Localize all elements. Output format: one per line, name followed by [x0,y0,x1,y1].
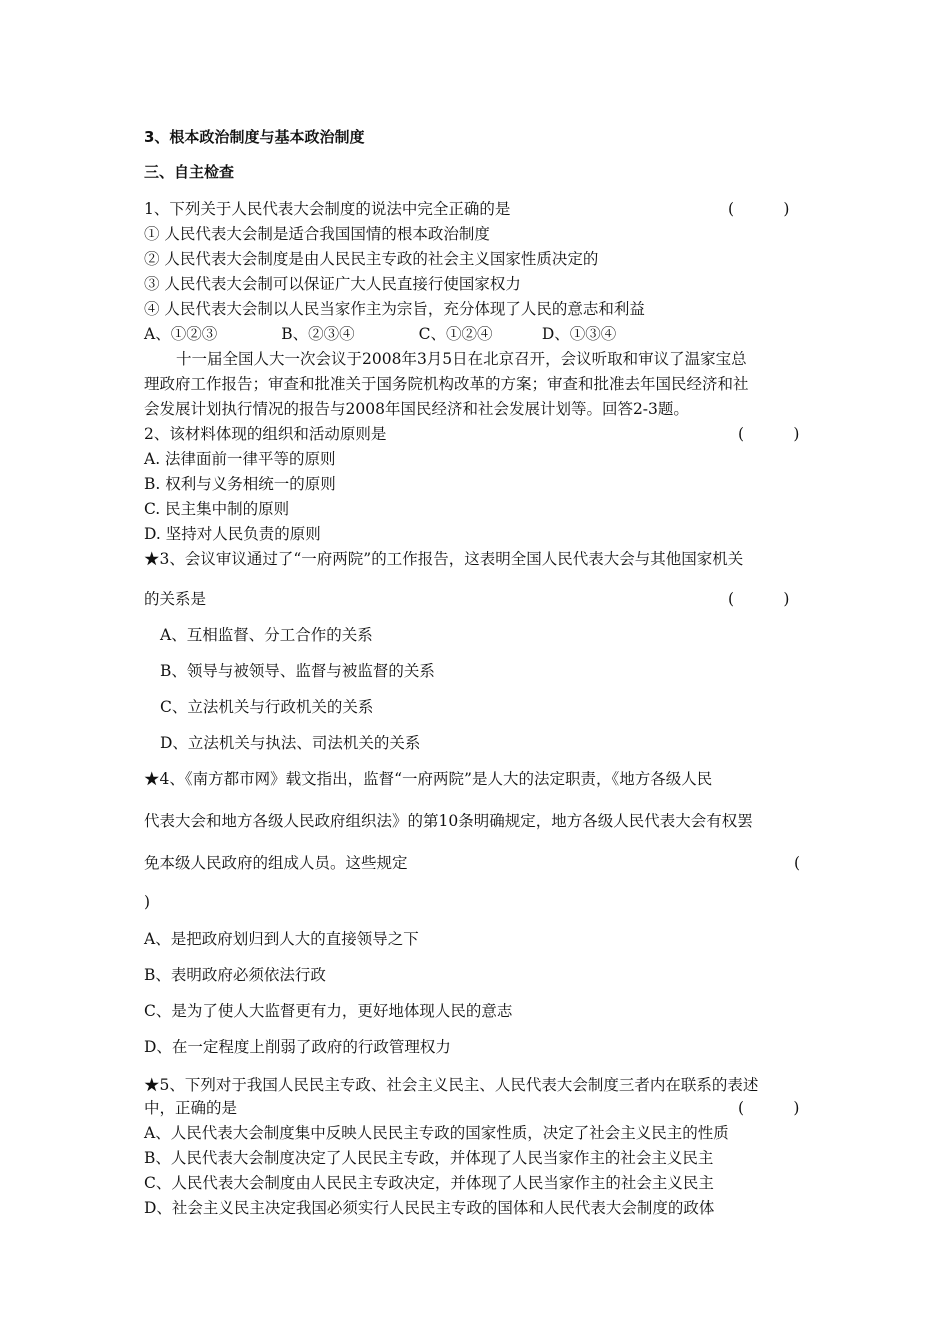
q5-stem-line-2: 中，正确的是 [144,1099,238,1117]
section-heading-3: 3、根本政治制度与基本政治制度 [144,128,365,146]
q2-option-c: C. 民主集中制的原则 [144,500,290,518]
q3-stem-line-2: 的关系是 [144,590,207,608]
q3-answer-paren: ( ) [728,590,790,608]
q4-stem-line-2: 代表大会和地方各级人民政府组织法》的第10条明确规定，地方各级人民代表大会有权罢 [144,812,753,830]
q5-option-d: D、社会主义民主决定我国必须实行人民民主专政的国体和人民代表大会制度的政体 [144,1199,715,1217]
q4-stem-line-3: 免本级人民政府的组成人员。这些规定 [144,854,408,872]
q5-stem-line-1: ★5、下列对于我国人民民主专政、社会主义民主、人民代表大会制度三者内在联系的表述 [144,1076,759,1094]
q3-option-a: A、互相监督、分工合作的关系 [160,626,373,644]
q1-item-1: ① 人民代表大会制是适合我国国情的根本政治制度 [144,225,490,243]
q4-option-a: A、是把政府划归到人大的直接领导之下 [144,930,419,948]
q4-answer-paren-open: ( [794,854,801,872]
q1-item-4: ④ 人民代表大会制以人民当家作主为宗旨，充分体现了人民的意志和利益 [144,300,645,318]
material-line-3: 会发展计划执行情况的报告与2008年国民经济和社会发展计划等。回答2-3题。 [144,400,689,418]
q4-stem-line-1: ★4、《南方都市网》载文指出，监督“一府两院”是人大的法定职责，《地方各级人民 [144,770,713,788]
q3-option-d: D、立法机关与执法、司法机关的关系 [160,734,421,752]
q3-stem-line-1: ★3、会议审议通过了“一府两院”的工作报告，这表明全国人民代表大会与其他国家机关 [144,550,744,568]
q3-option-c: C、立法机关与行政机关的关系 [160,698,374,716]
q5-option-c: C、人民代表大会制度由人民民主专政决定，并体现了人民当家作主的社会主义民主 [144,1174,714,1192]
section-heading-self-check: 三、自主检查 [144,163,235,181]
q1-options: A、①②③ B、②③④ C、①②④ D、①③④ [144,325,617,343]
q2-option-a: A. 法律面前一律平等的原则 [144,450,336,468]
q2-option-b: B. 权利与义务相统一的原则 [144,475,336,493]
q5-answer-paren: ( ) [738,1099,800,1117]
q5-option-b: B、人民代表大会制度决定了人民民主专政，并体现了人民当家作主的社会主义民主 [144,1149,714,1167]
q5-option-a: A、人民代表大会制度集中反映人民民主专政的国家性质，决定了社会主义民主的性质 [144,1124,729,1142]
q1-item-2: ② 人民代表大会制度是由人民民主专政的社会主义国家性质决定的 [144,250,599,268]
q4-option-b: B、表明政府必须依法行政 [144,966,326,984]
material-line-1: 十一届全国人大一次会议于2008年3月5日在北京召开，会议听取和审议了温家宝总 [176,350,747,368]
q1-item-3: ③ 人民代表大会制可以保证广大人民直接行使国家权力 [144,275,521,293]
q2-option-d: D. 坚持对人民负责的原则 [144,525,321,543]
q1-stem: 1、下列关于人民代表大会制度的说法中完全正确的是 [144,200,511,218]
material-line-2: 理政府工作报告；审查和批准关于国务院机构改革的方案；审查和批准去年国民经济和社 [144,375,749,393]
q2-stem: 2、该材料体现的组织和活动原则是 [144,425,387,443]
q4-option-d: D、在一定程度上削弱了政府的行政管理权力 [144,1038,451,1056]
q4-answer-paren-close: ) [144,893,151,911]
q3-option-b: B、领导与被领导、监督与被监督的关系 [160,662,435,680]
q1-answer-paren: ( ) [728,200,790,218]
q2-answer-paren: ( ) [738,425,800,443]
q4-option-c: C、是为了使人大监督更有力，更好地体现人民的意志 [144,1002,513,1020]
